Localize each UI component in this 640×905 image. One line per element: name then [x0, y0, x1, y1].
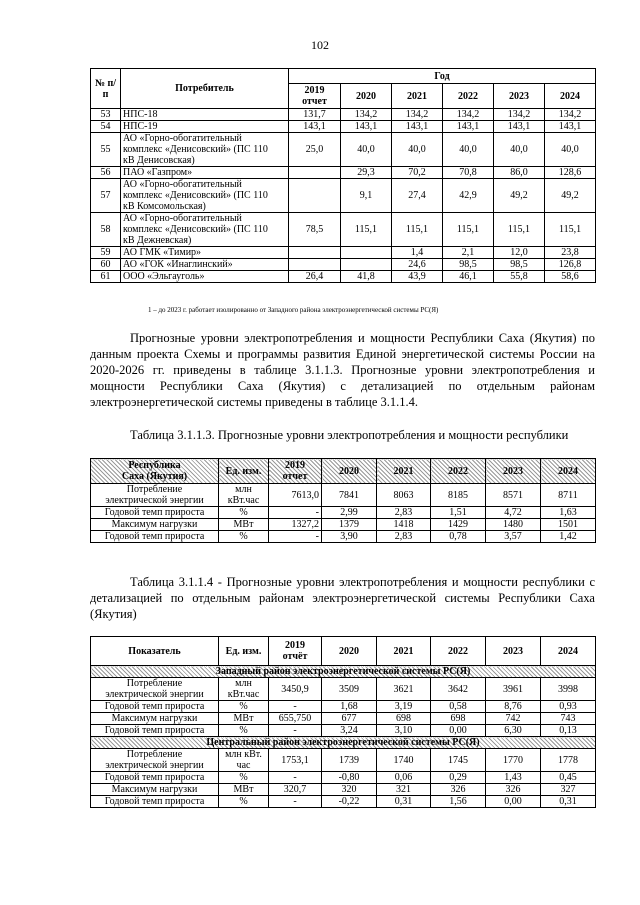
header-year-2022: 2022 [431, 459, 486, 484]
consumer-name: НПС-18 [121, 109, 289, 121]
value-cell: 0,06 [377, 772, 431, 784]
value-cell: 24,6 [392, 259, 443, 271]
value-cell: 12,0 [494, 247, 545, 259]
value-cell: 134,2 [545, 109, 596, 121]
value-cell: 327 [541, 784, 596, 796]
value-cell: 27,4 [392, 179, 443, 213]
value-cell: 7613,0 [269, 484, 322, 507]
unit-cell: % [219, 772, 269, 784]
value-cell: 115,1 [392, 213, 443, 247]
header-year-2023: 2023 [486, 459, 541, 484]
value-cell: 2,83 [377, 531, 431, 543]
header-unit: Ед. изм. [219, 459, 269, 484]
value-cell: 40,0 [545, 133, 596, 167]
value-cell: -0,80 [322, 772, 377, 784]
value-cell: 2,1 [443, 247, 494, 259]
value-cell: 0,00 [486, 796, 541, 808]
table-caption-3-1-1-3: Таблица 3.1.1.3. Прогнозные уровни электропотребления и мощности республики [130, 428, 569, 442]
value-cell: 3,57 [486, 531, 541, 543]
value-cell: 143,1 [392, 121, 443, 133]
table-row [91, 484, 596, 507]
unit-cell: % [219, 531, 269, 543]
unit-cell: млн кВт.час [219, 484, 269, 507]
value-cell: 1,56 [431, 796, 486, 808]
row-num: 59 [91, 247, 121, 259]
header-2019: 2019 отчет [289, 84, 341, 109]
row-num: 58 [91, 213, 121, 247]
value-cell: 1429 [431, 519, 486, 531]
indicator-name: Потребление электрической энергии [91, 749, 219, 772]
header-year-2023: 2023 [494, 84, 545, 109]
value-cell: 3,10 [377, 725, 431, 737]
value-cell: 320 [322, 784, 377, 796]
header-year-2021: 2021 [377, 637, 431, 666]
header-region: Республика Саха (Якутия) [91, 459, 219, 484]
value-cell: 4,72 [486, 507, 541, 519]
table-row [91, 519, 596, 531]
value-cell: 677 [322, 713, 377, 725]
value-cell: 0,31 [541, 796, 596, 808]
value-cell: 0,00 [431, 725, 486, 737]
value-cell: 115,1 [494, 213, 545, 247]
value-cell [289, 247, 341, 259]
indicator-name: Годовой темп прироста [91, 507, 219, 519]
value-cell: 1418 [377, 519, 431, 531]
value-cell: 40,0 [443, 133, 494, 167]
row-num: 56 [91, 167, 121, 179]
section-row [91, 737, 596, 749]
value-cell: 40,0 [392, 133, 443, 167]
table-row [91, 713, 596, 725]
value-cell: 98,5 [494, 259, 545, 271]
value-cell [341, 247, 392, 259]
value-cell: - [269, 725, 322, 737]
value-cell: 3961 [486, 678, 541, 701]
row-num: 55 [91, 133, 121, 167]
value-cell: 98,5 [443, 259, 494, 271]
value-cell: 1739 [322, 749, 377, 772]
header-year-2021: 2021 [392, 84, 443, 109]
header-num: № п/п [91, 69, 121, 109]
table-row [91, 725, 596, 737]
value-cell [289, 259, 341, 271]
value-cell: 3450,9 [269, 678, 322, 701]
header-year-2020: 2020 [322, 459, 377, 484]
value-cell: 43,9 [392, 271, 443, 283]
value-cell: 0,58 [431, 701, 486, 713]
header-year-2020: 2020 [341, 84, 392, 109]
table-caption-3-1-1-4: Таблица 3.1.1.4 - Прогнозные уровни электропотребления и мощности республики с детализацией по отдельным районам электроэнергетической системы Республики Саха (Якутия) [90, 575, 595, 621]
unit-cell: % [219, 507, 269, 519]
row-num: 60 [91, 259, 121, 271]
value-cell: 41,8 [341, 271, 392, 283]
value-cell: 3998 [541, 678, 596, 701]
unit-cell: МВт [219, 519, 269, 531]
table-row [91, 213, 596, 247]
value-cell: 115,1 [341, 213, 392, 247]
value-cell: 0,13 [541, 725, 596, 737]
consumer-name: АО «ГОК «Инаглинский» [121, 259, 289, 271]
value-cell: 40,0 [494, 133, 545, 167]
value-cell: - [269, 796, 322, 808]
value-cell [289, 167, 341, 179]
value-cell: 321 [377, 784, 431, 796]
header-indicator: Показатель [91, 637, 219, 666]
indicator-name: Годовой темп прироста [91, 725, 219, 737]
value-cell: 26,4 [289, 271, 341, 283]
value-cell: - [269, 531, 322, 543]
table-row [91, 701, 596, 713]
header-year-2022: 2022 [443, 84, 494, 109]
consumer-name: АО «Горно-обогатительный комплекс «Денисовский» (ПС 110 кВ Денисовская) [121, 133, 289, 167]
value-cell: 3,90 [322, 531, 377, 543]
value-cell: 6,30 [486, 725, 541, 737]
value-cell: 1745 [431, 749, 486, 772]
value-cell: 1,43 [486, 772, 541, 784]
value-cell: 70,2 [392, 167, 443, 179]
value-cell: -0,22 [322, 796, 377, 808]
value-cell: 655,750 [269, 713, 322, 725]
value-cell: 128,6 [545, 167, 596, 179]
table-row [91, 179, 596, 213]
value-cell: 55,8 [494, 271, 545, 283]
value-cell: 1379 [322, 519, 377, 531]
value-cell: 320,7 [269, 784, 322, 796]
header-year-2020: 2020 [322, 637, 377, 666]
value-cell: 3621 [377, 678, 431, 701]
header-year-2023: 2023 [486, 637, 541, 666]
table-row [91, 247, 596, 259]
consumer-name: ООО «Эльгауголь» [121, 271, 289, 283]
value-cell: 743 [541, 713, 596, 725]
table-row [91, 507, 596, 519]
consumer-name: АО «Горно-обогатительный комплекс «Денисовский» (ПС 110 кВ Дежневская) [121, 213, 289, 247]
row-num: 54 [91, 121, 121, 133]
value-cell: 9,1 [341, 179, 392, 213]
value-cell: 143,1 [289, 121, 341, 133]
value-cell: - [269, 701, 322, 713]
table-row [91, 531, 596, 543]
unit-cell: млн кВт. час [219, 749, 269, 772]
value-cell: 143,1 [494, 121, 545, 133]
value-cell: 1,51 [431, 507, 486, 519]
table-footnote: 1 – до 2023 г. работает изолированно от Западного района электроэнергетической системы РС(Я) [148, 306, 439, 314]
indicator-name: Годовой темп прироста [91, 531, 219, 543]
table-row [91, 271, 596, 283]
header-2019: 2019 отчет [269, 459, 322, 484]
table-row [91, 772, 596, 784]
consumer-name: ПАО «Газпром» [121, 167, 289, 179]
indicator-name: Потребление электрической энергии [91, 484, 219, 507]
header-year-2024: 2024 [545, 84, 596, 109]
indicator-name: Максимум нагрузки [91, 519, 219, 531]
value-cell: 1501 [541, 519, 596, 531]
value-cell: - [269, 772, 322, 784]
table-row [91, 678, 596, 701]
value-cell: 1480 [486, 519, 541, 531]
value-cell: 8185 [431, 484, 486, 507]
consumers-table [90, 68, 596, 283]
value-cell: 326 [486, 784, 541, 796]
value-cell: 70,8 [443, 167, 494, 179]
value-cell: 3509 [322, 678, 377, 701]
value-cell: 134,2 [341, 109, 392, 121]
header-year-2022: 2022 [431, 637, 486, 666]
unit-cell: % [219, 796, 269, 808]
republic-forecast-table [90, 458, 596, 543]
value-cell: 29,3 [341, 167, 392, 179]
value-cell: 42,9 [443, 179, 494, 213]
section-title: Западный район электроэнергетической системы РС(Я) [91, 666, 596, 678]
value-cell: 1778 [541, 749, 596, 772]
unit-cell: % [219, 701, 269, 713]
value-cell: 0,31 [377, 796, 431, 808]
value-cell: 1327,2 [269, 519, 322, 531]
value-cell [289, 179, 341, 213]
value-cell: 49,2 [494, 179, 545, 213]
table-row [91, 796, 596, 808]
value-cell: 698 [377, 713, 431, 725]
value-cell: 698 [431, 713, 486, 725]
indicator-name: Потребление электрической энергии [91, 678, 219, 701]
value-cell: 134,2 [392, 109, 443, 121]
row-num: 53 [91, 109, 121, 121]
value-cell: 8711 [541, 484, 596, 507]
value-cell [341, 259, 392, 271]
header-year-2021: 2021 [377, 459, 431, 484]
value-cell: 1,4 [392, 247, 443, 259]
table-row [91, 259, 596, 271]
indicator-name: Максимум нагрузки [91, 784, 219, 796]
value-cell: - [269, 507, 322, 519]
unit-cell: МВт [219, 713, 269, 725]
consumer-name: НПС-19 [121, 121, 289, 133]
value-cell: 25,0 [289, 133, 341, 167]
value-cell: 143,1 [341, 121, 392, 133]
section-title: Центральный район электроэнергетической системы РС(Я) [91, 737, 596, 749]
value-cell: 0,29 [431, 772, 486, 784]
value-cell: 7841 [322, 484, 377, 507]
table-row [91, 109, 596, 121]
consumer-name: АО «Горно-обогатительный комплекс «Денисовский» (ПС 110 кВ Комсомольская) [121, 179, 289, 213]
value-cell: 3642 [431, 678, 486, 701]
consumer-name: АО ГМК «Тимир» [121, 247, 289, 259]
header-year: Год [289, 69, 596, 84]
unit-cell: МВт [219, 784, 269, 796]
value-cell: 23,8 [545, 247, 596, 259]
district-forecast-table [90, 636, 596, 808]
header-2019: 2019 отчёт [269, 637, 322, 666]
value-cell: 134,2 [443, 109, 494, 121]
table-row [91, 784, 596, 796]
value-cell: 3,24 [322, 725, 377, 737]
value-cell: 1740 [377, 749, 431, 772]
value-cell: 8571 [486, 484, 541, 507]
value-cell: 742 [486, 713, 541, 725]
value-cell: 134,2 [494, 109, 545, 121]
value-cell: 0,45 [541, 772, 596, 784]
indicator-name: Годовой темп прироста [91, 701, 219, 713]
header-year-2024: 2024 [541, 637, 596, 666]
value-cell: 0,93 [541, 701, 596, 713]
value-cell: 326 [431, 784, 486, 796]
value-cell: 58,6 [545, 271, 596, 283]
header-unit: Ед. изм. [219, 637, 269, 666]
section-row [91, 666, 596, 678]
page-number: 102 [311, 38, 329, 52]
value-cell: 46,1 [443, 271, 494, 283]
value-cell: 115,1 [545, 213, 596, 247]
value-cell: 2,99 [322, 507, 377, 519]
value-cell: 0,78 [431, 531, 486, 543]
value-cell: 126,8 [545, 259, 596, 271]
indicator-name: Годовой темп прироста [91, 796, 219, 808]
table-row [91, 121, 596, 133]
value-cell: 2,83 [377, 507, 431, 519]
value-cell: 8,76 [486, 701, 541, 713]
value-cell: 143,1 [443, 121, 494, 133]
value-cell: 1,68 [322, 701, 377, 713]
row-num: 57 [91, 179, 121, 213]
table-row [91, 749, 596, 772]
header-year-2024: 2024 [541, 459, 596, 484]
unit-cell: % [219, 725, 269, 737]
unit-cell: млн кВт.час [219, 678, 269, 701]
value-cell: 143,1 [545, 121, 596, 133]
value-cell: 1,42 [541, 531, 596, 543]
value-cell: 49,2 [545, 179, 596, 213]
value-cell: 115,1 [443, 213, 494, 247]
header-consumer: Потребитель [121, 69, 289, 109]
value-cell: 8063 [377, 484, 431, 507]
indicator-name: Максимум нагрузки [91, 713, 219, 725]
indicator-name: Годовой темп прироста [91, 772, 219, 784]
value-cell: 86,0 [494, 167, 545, 179]
row-num: 61 [91, 271, 121, 283]
table-row [91, 167, 596, 179]
value-cell: 78,5 [289, 213, 341, 247]
value-cell: 1,63 [541, 507, 596, 519]
value-cell: 1770 [486, 749, 541, 772]
paragraph-text: Прогнозные уровни электропотребления и мощности Республики Саха (Якутия) по данным проекта Схемы и программы развития Единой энергетической системы России на 2020-2026 гг. приведены в таблице 3.1.1.3. Прогнозные уровни электропотребления и мощности Республики Саха (Якутия) с детализацией по отдельным районам электроэнергетической системы приведены в таблице 3.1.1.4. [90, 331, 595, 409]
value-cell: 131,7 [289, 109, 341, 121]
value-cell: 1753,1 [269, 749, 322, 772]
value-cell: 3,19 [377, 701, 431, 713]
table-row [91, 133, 596, 167]
value-cell: 40,0 [341, 133, 392, 167]
